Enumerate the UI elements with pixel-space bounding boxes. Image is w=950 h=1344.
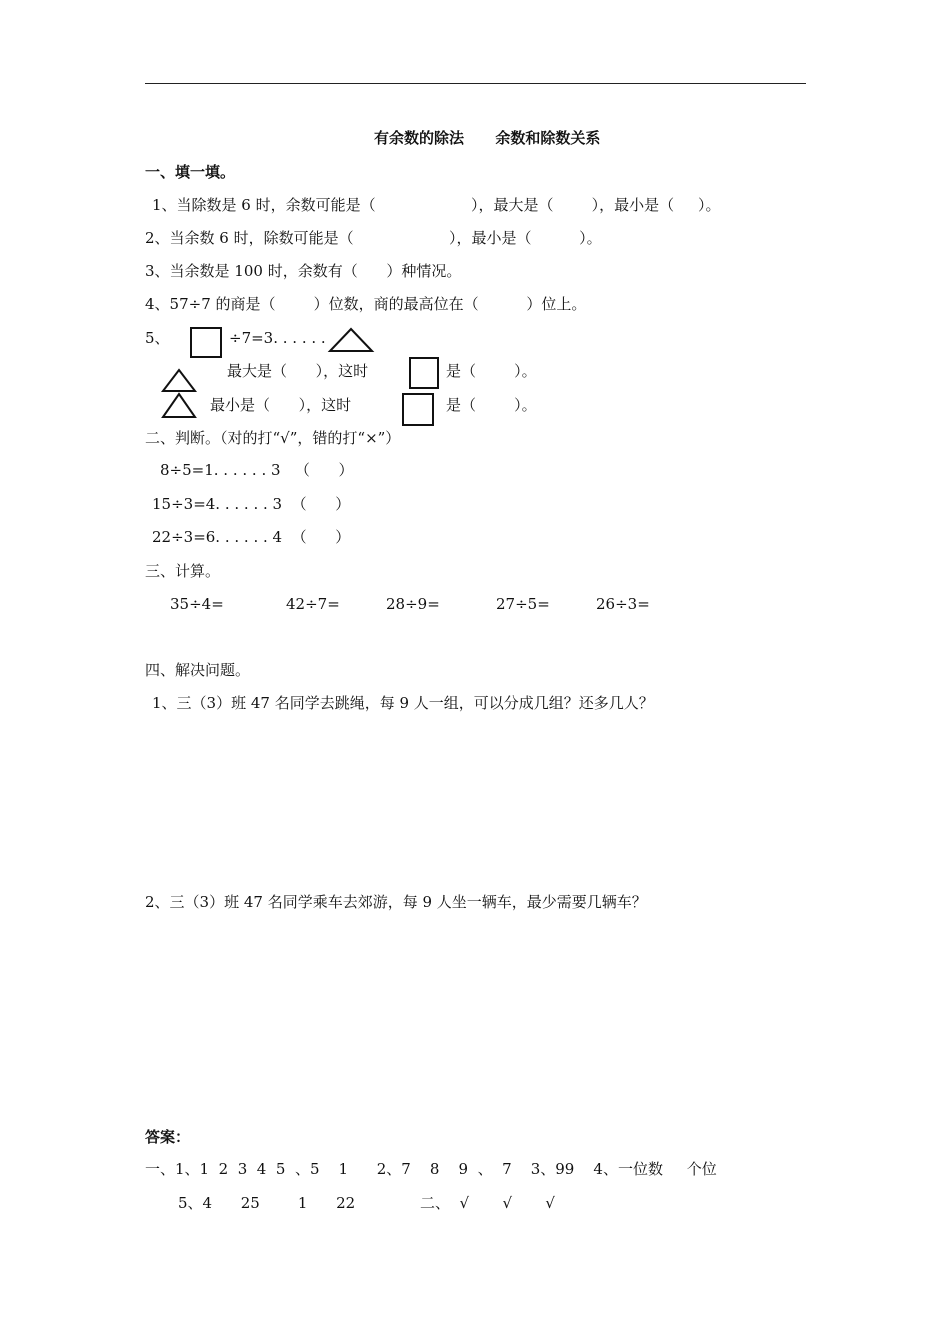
problem-1: 1、三（3）班 47 名同学去跳绳，每 9 人一组，可以分成几组？还多几人？ (152, 694, 654, 712)
section2-heading: 二、判断。（对的打“√”，错的打“×”） (145, 429, 401, 447)
section1-heading: 一、填一填。 (145, 163, 236, 181)
calc-item: 35÷4= (170, 595, 224, 613)
answers-line-2a: 5、4 25 1 22 (178, 1194, 356, 1212)
calc-item: 28÷9= (386, 595, 440, 613)
answers-line-2b: 二、 √ √ √ (420, 1194, 555, 1212)
calc-item: 42÷7= (286, 595, 340, 613)
triangle-shape (328, 327, 374, 353)
square-shape (402, 393, 434, 426)
question-1-1: 1、当除数是 6 时，余数可能是（ ），最大是（ ），最小是（ ）。 (152, 196, 721, 214)
judge-item: 22÷3=6. . . . . . 4 （ ） (152, 528, 351, 546)
answers-heading: 答案： (145, 1128, 191, 1146)
question-1-5-min: 最小是（ ），这时 (210, 396, 352, 414)
square-shape (190, 327, 222, 358)
question-1-2: 2、当余数 6 时，除数可能是（ ），最小是（ ）。 (145, 229, 602, 247)
judge-item: 15÷3=4. . . . . . 3 （ ） (152, 495, 351, 513)
stacked-triangles-shape (160, 368, 198, 420)
judge-item: 8÷5=1. . . . . . 3 （ ） (160, 461, 354, 479)
question-1-5-expression: ÷7=3. . . . . . (229, 329, 326, 347)
question-1-5-min-result: 是（ ）。 (446, 396, 537, 414)
answers-line-1: 一、1、1 2 3 4 5 、5 1 2、7 8 9 、 7 3、99 4、一位数 个位 (145, 1160, 717, 1178)
worksheet-title: 有余数的除法 余数和除数关系 (374, 129, 601, 147)
question-1-4: 4、57÷7 的商是（ ）位数，商的最高位在（ ）位上。 (145, 295, 587, 313)
header-rule (145, 83, 806, 84)
square-shape (409, 357, 439, 389)
section4-heading: 四、解决问题。 (145, 661, 251, 679)
question-1-5-max: 最大是（ ），这时 (227, 362, 369, 380)
question-1-5-max-result: 是（ ）。 (446, 362, 537, 380)
problem-2: 2、三（3）班 47 名同学乘车去郊游，每 9 人坐一辆车，最少需要几辆车？ (145, 893, 647, 911)
calc-item: 27÷5= (496, 595, 550, 613)
question-1-3: 3、当余数是 100 时，余数有（ ）种情况。 (145, 262, 462, 280)
question-1-5-label: 5、 (145, 329, 170, 347)
calc-item: 26÷3= (596, 595, 650, 613)
section3-heading: 三、计算。 (145, 562, 221, 580)
